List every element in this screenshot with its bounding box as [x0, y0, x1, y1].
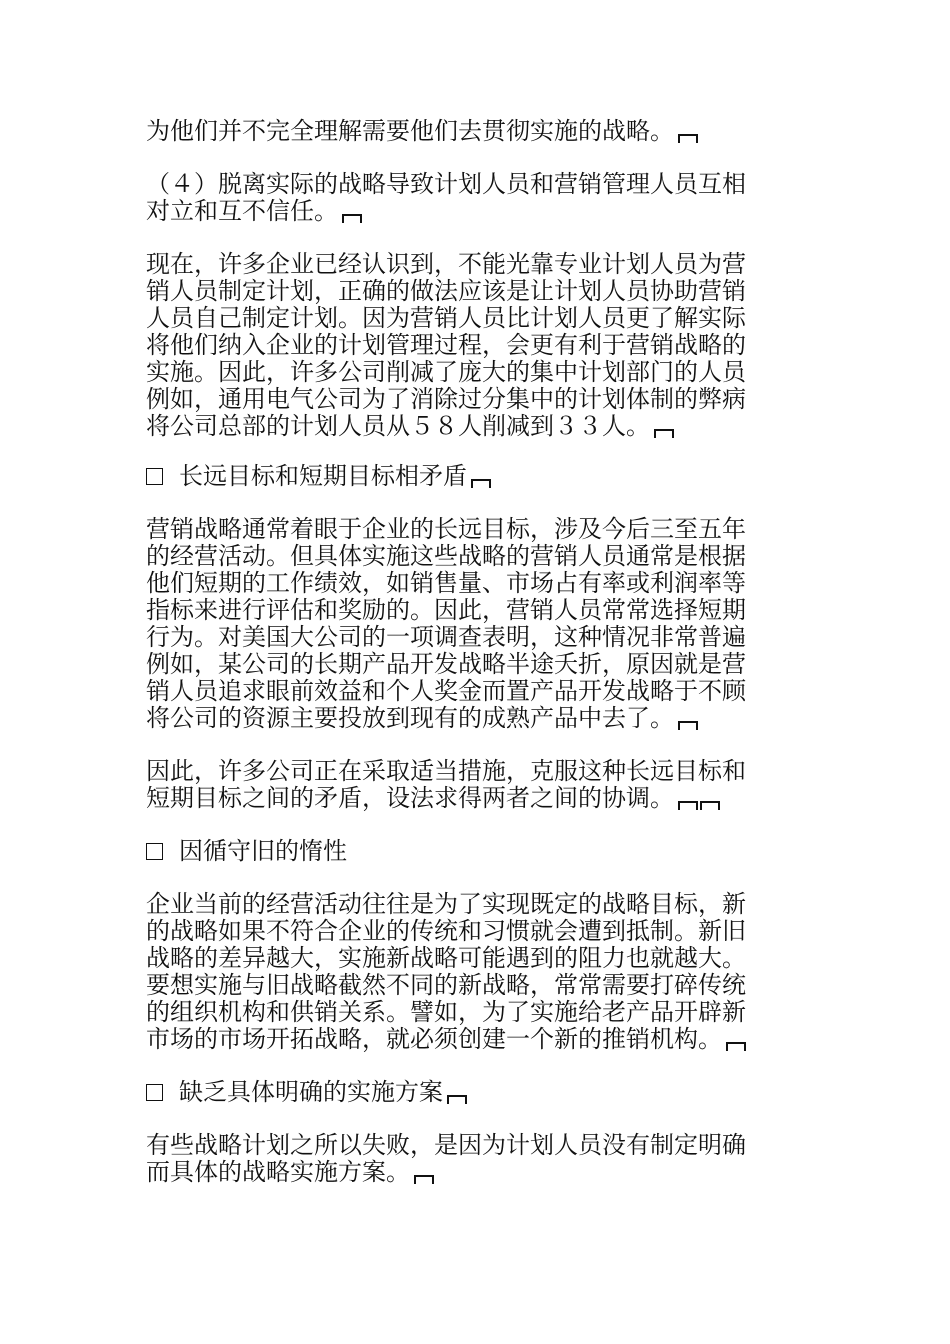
text-line — [146, 651, 806, 678]
line-text: 例如，某公司的长期产品开发战略半途夭折，原因就是营 — [146, 651, 746, 678]
line-text: 人员自己制定计划。因为营销人员比计划人员更了解实际 — [146, 305, 746, 332]
line-text: 的经营活动。但具体实施这些战略的营销人员通常是根据 — [146, 543, 746, 570]
paragraph-mark-icon — [342, 214, 362, 223]
text-line — [146, 305, 806, 332]
line-text: 指标来进行评估和奖励的。因此，营销人员常常选择短期 — [146, 597, 746, 624]
text-line — [146, 838, 806, 865]
paragraph-mark-icon — [471, 479, 491, 488]
line-text: 对立和互不信任。 — [146, 198, 338, 225]
line-text: 例如，通用电气公司为了消除过分集中的计划体制的弊病 — [146, 386, 746, 413]
line-text: 实施。因此，许多公司削减了庞大的集中计划部门的人员 — [146, 359, 746, 386]
paragraph — [146, 1132, 806, 1186]
line-text: 将公司的资源主要投放到现有的成熟产品中去了。 — [146, 705, 674, 732]
line-text: 为他们并不完全理解需要他们去贯彻实施的战略。 — [146, 118, 674, 145]
paragraph — [146, 251, 806, 440]
line-text: 的战略如果不符合企业的传统和习惯就会遭到抵制。新旧 — [146, 918, 746, 945]
line-text: （４）脱离实际的战略导致计划人员和营销管理人员互相 — [146, 171, 746, 198]
text-line — [146, 891, 806, 918]
text-line — [146, 198, 806, 225]
paragraph — [146, 891, 806, 1053]
line-text: 销人员追求眼前效益和个人奖金而置产品开发战略于不顾 — [146, 678, 746, 705]
line-text: 行为。对美国大公司的一项调查表明，这种情况非常普遍 — [146, 624, 746, 651]
section-heading — [146, 463, 806, 490]
text-line — [146, 171, 806, 198]
paragraph — [146, 758, 806, 812]
line-text: 将他们纳入企业的计划管理过程，会更有利于营销战略的 — [146, 332, 746, 359]
text-line — [146, 999, 806, 1026]
text-line — [146, 386, 806, 413]
text-line — [146, 758, 806, 785]
text-line — [146, 251, 806, 278]
paragraph-mark-icon — [700, 801, 720, 810]
line-text: 有些战略计划之所以失败，是因为计划人员没有制定明确 — [146, 1132, 746, 1159]
heading-text: 长远目标和短期目标相矛盾 — [179, 463, 467, 490]
paragraph-mark-icon — [447, 1095, 467, 1104]
line-text: 营销战略通常着眼于企业的长远目标，涉及今后三至五年 — [146, 516, 746, 543]
text-line — [146, 1079, 806, 1106]
line-text: 将公司总部的计划人员从５８人削减到３３人。 — [146, 413, 650, 440]
line-text: 要想实施与旧战略截然不同的新战略，常常需要打碎传统 — [146, 972, 746, 999]
checkbox-bullet-icon — [146, 1084, 163, 1101]
text-line — [146, 678, 806, 705]
line-text: 短期目标之间的矛盾，设法求得两者之间的协调。 — [146, 785, 674, 812]
paragraph-mark-icon — [414, 1175, 434, 1184]
line-text: 战略的差异越大，实施新战略可能遇到的阻力也就越大。 — [146, 945, 746, 972]
text-line — [146, 1026, 806, 1053]
line-text: 销人员制定计划，正确的做法应该是让计划人员协助营销 — [146, 278, 746, 305]
section-heading — [146, 838, 806, 865]
line-text: 而具体的战略实施方案。 — [146, 1159, 410, 1186]
heading-text: 缺乏具体明确的实施方案 — [179, 1079, 443, 1106]
text-line — [146, 597, 806, 624]
text-line — [146, 332, 806, 359]
line-text: 企业当前的经营活动往往是为了实现既定的战略目标，新 — [146, 891, 746, 918]
line-text: 因此，许多公司正在采取适当措施，克服这种长远目标和 — [146, 758, 746, 785]
text-line — [146, 1159, 806, 1186]
text-line — [146, 516, 806, 543]
text-line — [146, 278, 806, 305]
paragraph-mark-icon — [678, 801, 698, 810]
text-line — [146, 785, 806, 812]
paragraph — [146, 118, 806, 145]
text-line — [146, 543, 806, 570]
heading-text: 因循守旧的惰性 — [179, 838, 347, 865]
text-line — [146, 570, 806, 597]
paragraph-mark-icon — [678, 721, 698, 730]
text-line — [146, 359, 806, 386]
checkbox-bullet-icon — [146, 468, 163, 485]
text-line — [146, 705, 806, 732]
line-text: 现在，许多企业已经认识到，不能光靠专业计划人员为营 — [146, 251, 746, 278]
paragraph-mark-icon — [654, 429, 674, 438]
paragraph-mark-icon — [726, 1042, 746, 1051]
text-line — [146, 945, 806, 972]
text-line — [146, 624, 806, 651]
checkbox-bullet-icon — [146, 843, 163, 860]
text-line — [146, 918, 806, 945]
line-text: 的组织机构和供销关系。譬如，为了实施给老产品开辟新 — [146, 999, 746, 1026]
line-text: 他们短期的工作绩效，如销售量、市场占有率或利润率等 — [146, 570, 746, 597]
text-line — [146, 1132, 806, 1159]
paragraph — [146, 516, 806, 732]
paragraph-mark-icon — [678, 134, 698, 143]
line-text: 市场的市场开拓战略，就必须创建一个新的推销机构。 — [146, 1026, 722, 1053]
text-line — [146, 463, 806, 490]
text-line — [146, 972, 806, 999]
paragraph — [146, 171, 806, 225]
text-line — [146, 413, 806, 440]
text-line — [146, 118, 806, 145]
section-heading — [146, 1079, 806, 1106]
